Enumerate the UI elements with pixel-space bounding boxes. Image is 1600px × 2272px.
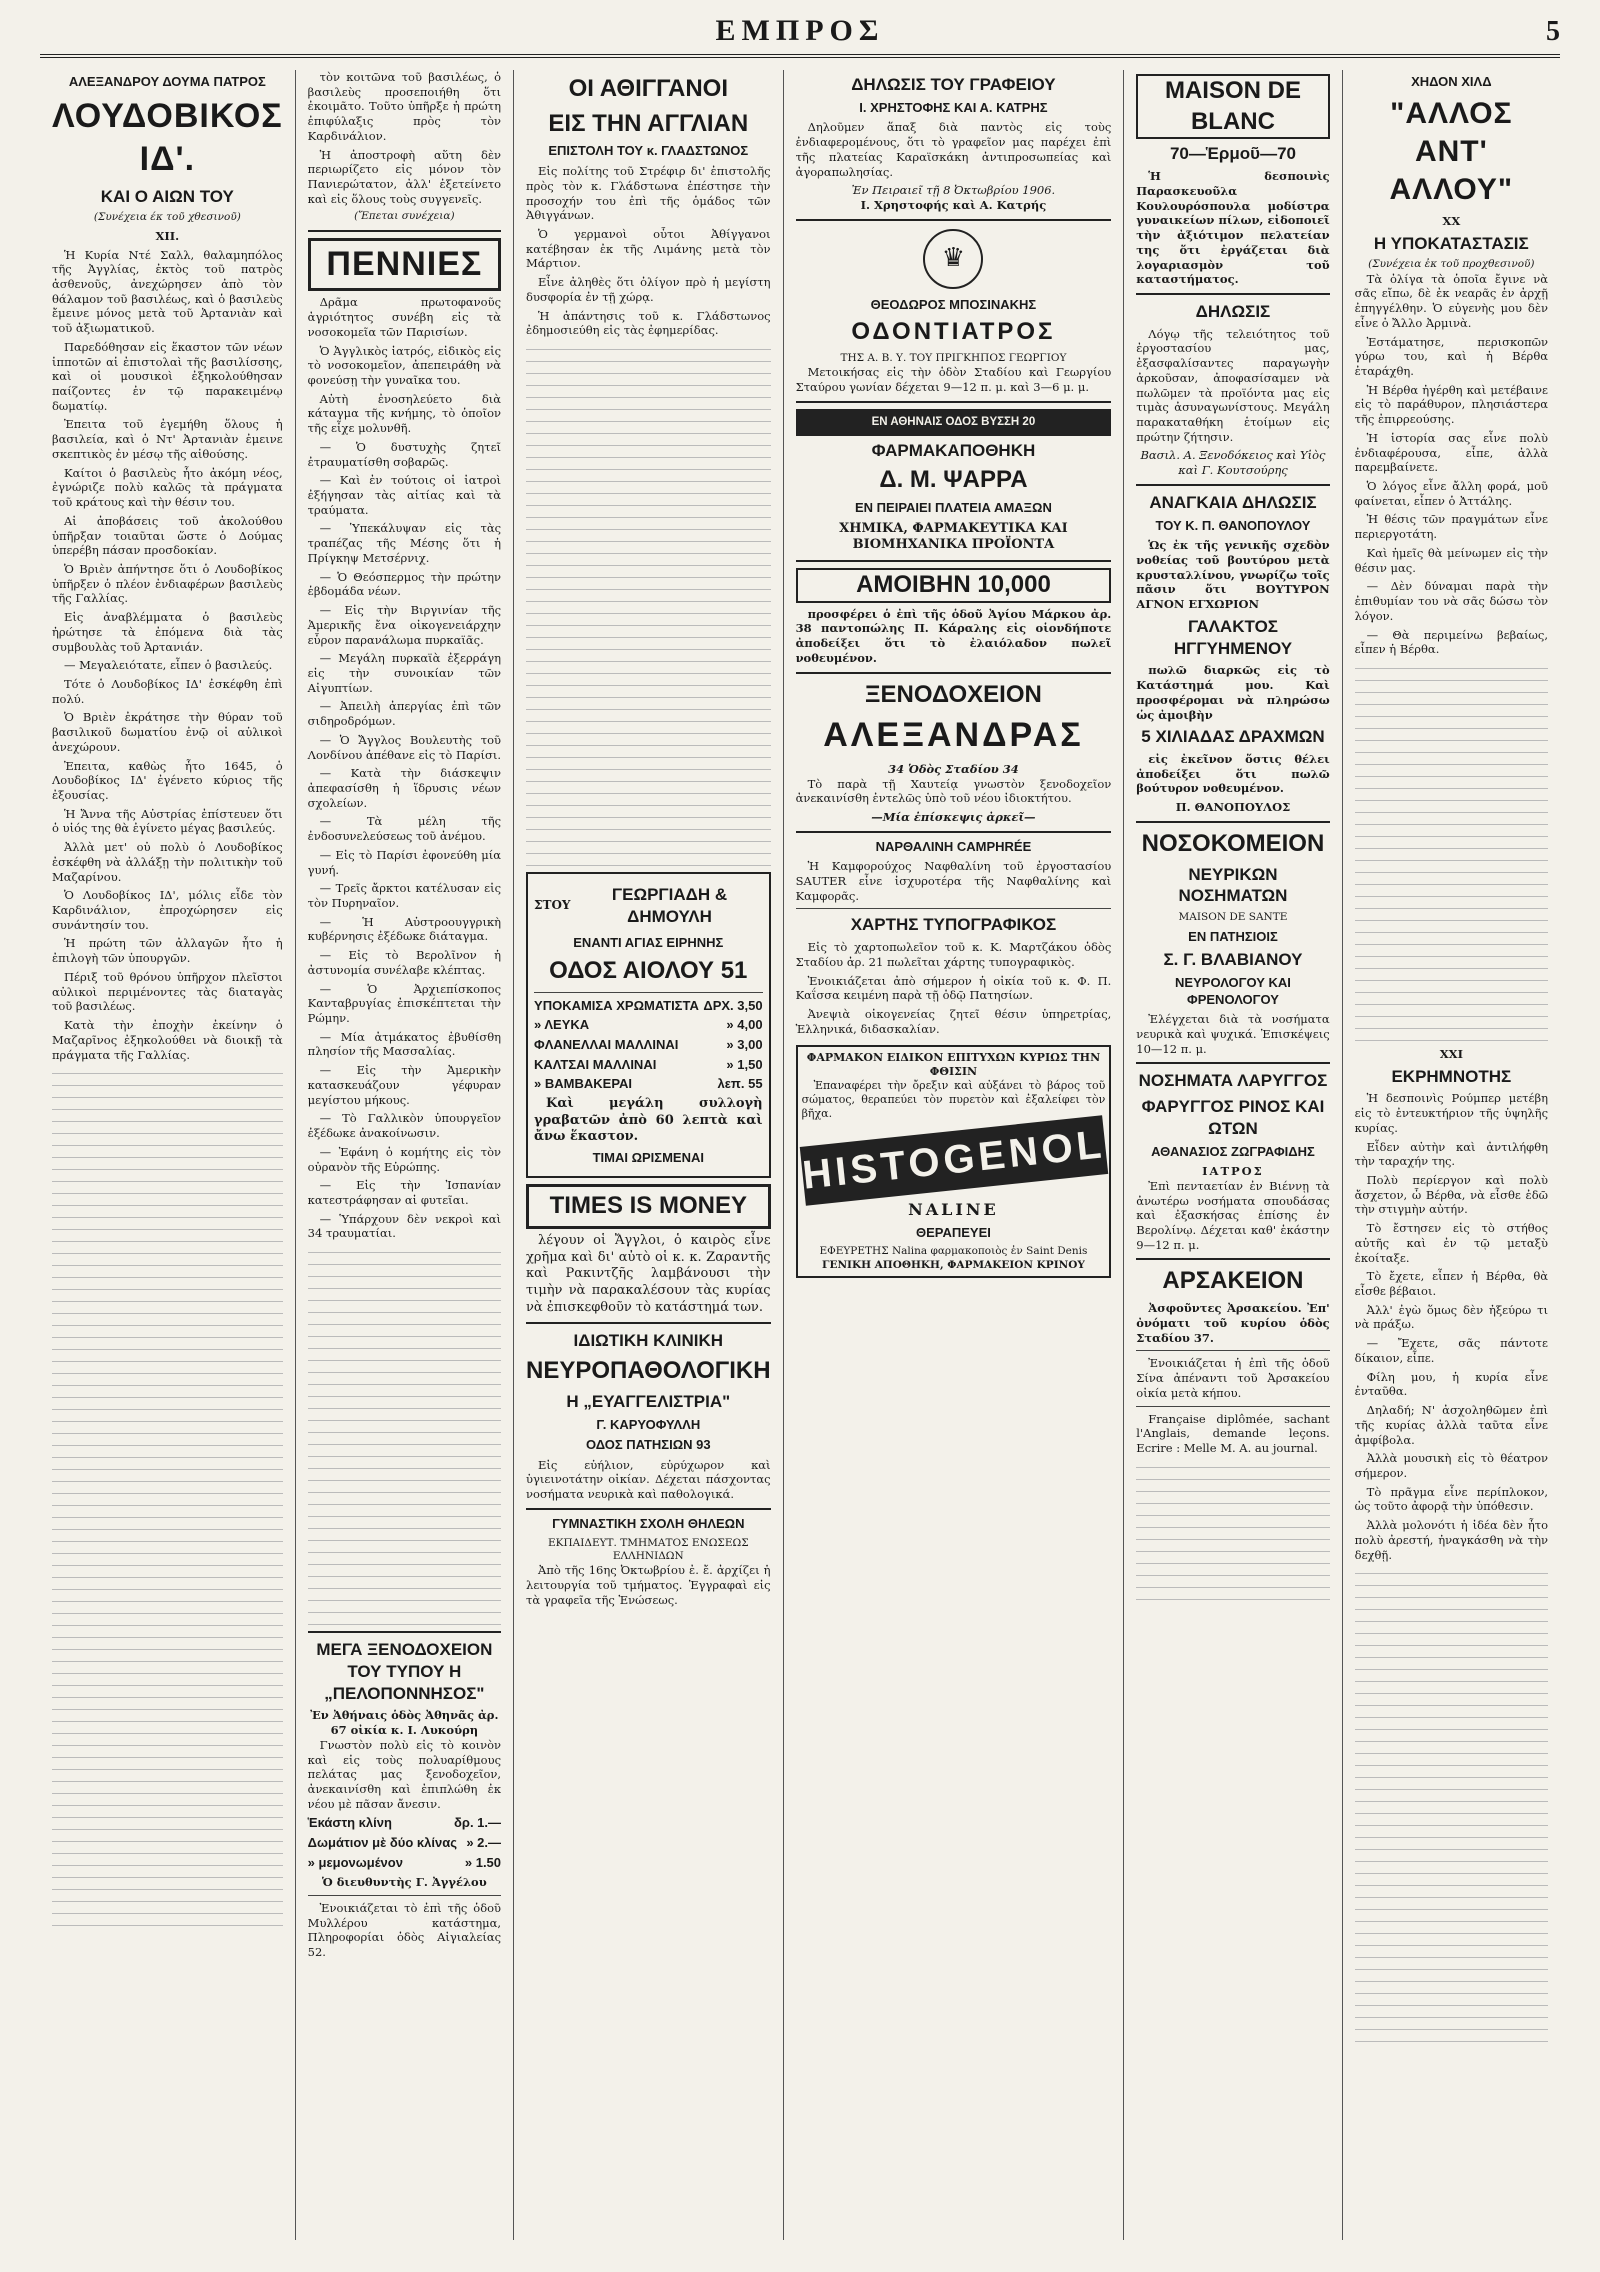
butter-notice-signature: Π. ΘΑΝΟΠΟΥΛΟΣ xyxy=(1175,800,1291,815)
dentist-subtitle: ΤΗΣ Α. Β. Υ. ΤΟΥ ΠΡΙΓΚΗΠΟΣ ΓΕΩΡΓΙΟΥ xyxy=(840,352,1067,365)
dentist-text: Μετοικήσας εἰς τὴν ὁδὸν Σταδίου καὶ Γεωργίου Σταύρου γωνίαν δέχεται 9—12 π. μ. καὶ 3—6 μ. μ. xyxy=(795,365,1112,395)
paragraph: Ὁ γερμανοὶ οὗτοι Ἀθίγγανοι κατέβησαν ἐκ τῆς Λιμάνης μετὰ τὸν Μάρτιον. xyxy=(526,226,771,271)
column-5 xyxy=(1124,70,1342,2240)
classified-ad: Ἐνοικιάζεται τὸ ἐπὶ τῆς ὁδοῦ Μυλλέρου κατάστημα, Πληροφορίαι ὁδὸς Αἰγιαλείας 52. xyxy=(307,1900,502,1960)
ent-doctor: ΑΘΑΝΑΣΙΟΣ ΖΩΓΡΑΦΙΔΗΣ xyxy=(1151,1143,1315,1159)
news-item: — Ἐφάνη ὁ κομήτης εἰς τὸν οὐρανὸν τῆς Εὐρώπης. xyxy=(307,1144,502,1174)
divider xyxy=(1136,821,1329,823)
butter-notice-title-2: ΓΑΛΑΚΤΟΣ ΗΓΓΥΗΜΕΝΟΥ xyxy=(1173,616,1293,658)
royal-crown-icon: ♛ xyxy=(923,229,983,289)
shop-address: 70—Ἑρμοῦ—70 xyxy=(1169,144,1296,164)
divider xyxy=(796,672,1112,674)
news-item: — Ὑπεκάλυψαν εἰς τὰς τραπέζας τῆς Μέσης ὅτι ἡ Πρίγκηψ Μετσέρνιχ. xyxy=(307,521,502,565)
paragraph: Αἱ ἀποβάσεις τοῦ ἀκολούθου ὑπῆρξαν τοιαῦται ὥστε ὁ Δούμας ὑπερέβη πάσαν προσδοκίαν. xyxy=(52,513,283,558)
clinic-address: ΟΔΟΣ ΠΑΤΗΣΙΩΝ 93 xyxy=(585,1437,711,1453)
paragraph: τὸν κοιτῶνα τοῦ βασιλέως, ὁ βασιλεὺς προσεποιήθη ὅτι ἐκοιμᾶτο. Τοῦτο ὑπῆρξε ἡ πρώτη ἐπιφύλαξις πρὸς τὸν Καρδινάλιον. xyxy=(307,70,502,143)
news-item: — Ἀπειλὴ ἀπεργίας ἐπὶ τῶν σιδηροδρόμων. xyxy=(307,699,502,729)
shop-text: Ἡ δεσποινὶς Παρασκευοῦλα Κουλουρόσπουλα μοδίστρα γυναικείων πίλων, εἰδοποιεῖ τὴν ἀξιότιμον πελατείαν της ὅτι ἐργάζεται διὰ λογαριασμὸν τοῦ καταστήματος. xyxy=(1136,169,1330,287)
paragraph: Δηλαδή; Ν' ἀσχοληθῶμεν ἐπὶ τῆς κυρίας ἀλλὰ ταῦτα εἶνε ἀμφίβολα. xyxy=(1354,1403,1549,1447)
hospital-subtitle: ΝΕΥΡΙΚΩΝ ΝΟΣΗΜΑΤΩΝ xyxy=(1178,864,1288,906)
hotel-text: Τὸ παρὰ τῇ Χαυτείᾳ γνωστὸν ξενοδοχεῖον ἀνεκαινίσθη ἐντελῶς ὑπὸ τοῦ νέου ἰδιοκτήτου. xyxy=(795,776,1112,806)
price-value: ΔΡΧ. 3,50 xyxy=(703,997,763,1013)
butter-notice-subtitle: ΤΟΥ Κ. Π. ΘΑΝΟΠΟΥΛΟΥ xyxy=(1155,517,1311,533)
hotel-ad-text: Γνωστὸν πολὺ εἰς τὸ κοινὸν καὶ εἰς τοὺς πολυαρίθμους πελάτας μας ξενοδοχεῖον, ἀνεκαινίσθη καὶ ἐπιπλώθη ἐκ νέου μὲ πᾶσαν ἄνεσιν. xyxy=(307,1737,502,1811)
clinic-text: Εἰς εὐήλιον, εὐρύχωρον καὶ ὑγιεινοτάτην οἰκίαν. Δέχεται πάσχοντας νοσήματα νευρικὰ καὶ παθολογικά. xyxy=(526,1457,771,1502)
times-money-text: λέγουν οἱ Ἄγγλοι, ὁ καιρὸς εἶνε χρῆμα καὶ δι' αὐτὸ οἱ κ. κ. Ζαραντῆς καὶ Ρακιντζῆς λαμβάνουσι τὴν τιμὴν νὰ παρακαλέσουν τὰς κυρίας νὰ ἐπισκεφθοῦν τὸ κατάστημά των. xyxy=(526,1233,771,1315)
pharmacy-subtitle: ΕΝ ΠΕΙΡΑΙΕΙ ΠΛΑΤΕΙΑ ΑΜΑΞΩΝ xyxy=(855,500,1052,516)
gym-school-text: Ἀπὸ τῆς 16ης Ὀκτωβρίου ἐ. ἔ. ἀρχίζει ἡ λειτουργία τοῦ τμήματος. Ἐγγραφαὶ εἰς τὰ γραφεῖα τῆς Ἑνώσεως. xyxy=(526,1563,771,1607)
pharmacy-top: ΕΝ ΑΘΗΝΑΙΣ ΟΔΟΣ ΒΥΣΣΗ 20 xyxy=(796,409,1112,436)
price-row xyxy=(534,1057,763,1074)
hotel-title: ΞΕΝΟΔΟΧΕΙΟΝ xyxy=(865,680,1042,708)
clothing-ad-address: ΟΔΟΣ ΑΙΟΛΟΥ 51 xyxy=(549,957,748,985)
paragraph: Καίτοι ὁ βασιλεὺς ἦτο ἀκόμη νέος, ἐγνώριζε πολὺ καλῶς τὰ πράγματα τοῦ κράτους καὶ τὴν θέσιν του. xyxy=(52,465,283,510)
paper-text: Εἰς τὸ χαρτοπωλεῖον τοῦ κ. Κ. Μαρτζάκου ὁδὸς Σταδίου ἀρ. 21 πωλεῖται χάρτης τυπογραφικὸς. xyxy=(795,940,1112,969)
paragraph: Ὁ λόγος εἶνε ἄλλη φορά, μοῦ φαίνεται, εἶπεν ὁ Ἀττάλης. xyxy=(1354,479,1549,508)
price-value: » 2.— xyxy=(466,1835,502,1851)
clinic-title-3: Η „ΕΥΑΓΓΕΛΙΣΤΡΙΑ" xyxy=(566,1391,731,1411)
pharmacy-name: Δ. Μ. ΨΑΡΡΑ xyxy=(879,466,1028,494)
paragraph: Τὸ ἔχετε, εἶπεν ἡ Βέρθα, θὰ εἶσθε βέβαιοι. xyxy=(1354,1269,1549,1299)
price-row xyxy=(308,1835,501,1852)
clothing-ad-prefix: ΣΤΟΥ xyxy=(534,898,571,913)
news-item: — Καὶ ἐν τούτοις οἱ ἰατροὶ ἐξήγησαν τὰς αἰτίας καὶ τὰ τραύματα. xyxy=(307,473,502,517)
paragraph: Τὰ ὀλίγα τὰ ὁποῖα ἔγινε νὰ σᾶς εἴπω, δὲ ἐκ νεαρᾶς ἐν ἀρχῇ ἐπηγγέλθην. Ὁ εὐγενὴς μου δὲν εἶνε ὁ Ἄλλο Ἀρμινὰ. xyxy=(1354,271,1549,330)
clothing-ad-header xyxy=(534,880,763,932)
article-subtitle: ΕΠΙΣΤΟΛΗ ΤΟΥ κ. ΓΛΑΔΣΤΩΝΟΣ xyxy=(548,143,749,159)
serial-title: ΛΟΥΔΟΒΙΚΟΣ ΙΔ'. xyxy=(52,96,283,179)
chapter-number: XXI xyxy=(1439,1046,1463,1061)
divider xyxy=(308,230,501,232)
pharmacy-products: ΧΗΜΙΚΑ, ΦΑΡΜΑΚΕΥΤΙΚΑ ΚΑΙ ΒΙΟΜΗΧΑΝΙΚΑ ΠΡΟΪΟΝΤΑ xyxy=(839,520,1068,553)
price-row xyxy=(308,1815,501,1832)
news-item: — Μία ἀτμάκατος ἐβυθίσθη πλησίον τῆς Μασσαλίας. xyxy=(307,1029,502,1059)
divider xyxy=(796,560,1112,562)
article-title: ΟΙ ΑΘΙΓΓΑΝΟΙ xyxy=(568,75,728,102)
clothing-ad-subtitle: ΕΝΑΝΤΙ ΑΓΙΑΣ ΕΙΡΗΝΗΣ xyxy=(573,935,724,951)
news-item: — Τὸ Γαλλικὸν ὑπουργεῖον ἐξέδωκε ἀνακοίνωσιν. xyxy=(307,1111,502,1141)
dentist-title: ΟΔΟΝΤΙΑΤΡΟΣ xyxy=(851,318,1056,346)
classified-ad: Française diplômée, sachant l'Anglais, demande leçons. Ecrire : Melle M. A. au journal. xyxy=(1136,1411,1330,1455)
paragraph: Ἀλλὰ μουσικὴ εἰς τὸ θέατρον σήμερον. xyxy=(1354,1451,1549,1480)
news-item: Ὁ Ἀγγλικὸς ἰατρός, εἰδικὸς εἰς τὸ νοσοκομεῖον, ἀπεπειράθη νὰ φονεύσῃ τὴν γυναῖκα του. xyxy=(307,343,502,388)
price-item: ΚΑΛΤΣΑΙ ΜΑΛΛΙΝΑΙ xyxy=(534,1056,657,1072)
price-value: » 3,00 xyxy=(726,1037,763,1053)
histogenol-ad xyxy=(796,1045,1112,1279)
text-filler xyxy=(308,1245,501,1625)
histogenol-agency: ΓΕΝΙΚΗ ΑΠΟΘΗΚΗ, ΦΑΡΜΑΚΕΙΟΝ ΚΡΙΝΟΥ xyxy=(821,1258,1085,1271)
paragraph: Ἡ ἱστορία σας εἶνε πολὺ ἐνδιαφέρουσα, εἶπε, ἀλλὰ παρεμβαίνετε. xyxy=(1354,430,1549,475)
paragraph: Ἐπειτα τοῦ ἐγεμήθη ὅλους ἡ βασιλεία, καὶ ὁ Ντ' Ἀρτανιὰν ἐμεινε σκεπτικὸς ἐν μέσῳ τῆς αἰθούσης. xyxy=(52,417,283,461)
news-item: — Τρεῖς ἄρκτοι κατέλυσαν εἰς τὸν Πυρηναῖον. xyxy=(307,881,502,911)
hospital-specialty: ΝΕΥΡΟΛΟΓΟΥ ΚΑΙ ΦΡΕΝΟΛΟΓΟΥ xyxy=(1175,974,1291,1007)
column-3 xyxy=(514,70,784,2240)
news-item: — Κατὰ τὴν διάσκεψιν ἀπεφασίσθη ἡ ἵδρυσις νέων σχολείων. xyxy=(307,766,502,810)
divider xyxy=(534,992,763,993)
divider xyxy=(796,219,1112,221)
paragraph: Παρεδόθησαν εἰς ἕκαστον τῶν νέων ἱπποτῶν αἱ ἐπιστολαὶ τῆς βασιλίσσης, καὶ οἱ μουσικοὶ ἐξηκολούθησαν παίζοντες ἐν τῷ παρακειμένῳ δωματίῳ. xyxy=(52,339,283,413)
price-item: » ΒΑΜΒΑΚΕΡΑΙ xyxy=(534,1076,633,1092)
paragraph: Ὁ Βριὲν ἐκράτησε τὴν θύραν τοῦ βασιλικοῦ δωματίου ἐνῷ οἱ αὐλικοὶ ἀνεχώρουν. xyxy=(52,710,283,754)
ent-text: Ἐπὶ πενταετίαν ἐν Βιέννῃ τὰ ἀνωτέρω νοσήματα σπουδάσας καὶ ἐξασκήσας ἐπίσης ἐν Βερολίνῳ. Δέχεται καθ' ἑκάστην 9—12 π. μ. xyxy=(1136,1178,1330,1252)
divider xyxy=(1136,484,1329,486)
clinic-title: ΙΔΙΩΤΙΚΗ ΚΛΙΝΙΚΗ xyxy=(573,1331,724,1351)
paragraph: Ἡ ἀποστροφὴ αὕτη δὲν περιωρίζετο εἰς μόνον τὸν Πανιερώτατον, ἀλλ' ἐξετείνετο καὶ εἰς ὅλους τοὺς συγγενεῖς. xyxy=(307,147,502,206)
paragraph: — Θὰ περιμείνω βεβαίως, εἶπεν ἡ Βέρθα. xyxy=(1354,627,1549,657)
chapter-number: XX xyxy=(1442,213,1461,228)
price-row xyxy=(534,998,763,1015)
news-item: Αὐτὴ ἐνοσηλεύετο διὰ κάταγμα τῆς κνήμης, τὸ ὁποῖον τῆς εἶχε μολυνθῆ. xyxy=(307,391,502,436)
news-item: — Εἰς τὴν Βιργινίαν τῆς Ἀμερικῆς ἔνα οἰκογενειάρχην εὗρον παρανάλωμα πυρκαϊᾶς. xyxy=(307,603,502,647)
divider xyxy=(1136,1062,1329,1064)
price-row xyxy=(534,1037,763,1054)
news-item: — Εἰς τὴν Ἰσπανίαν κατεστράφησαν αἱ φυτεῖαι. xyxy=(307,1178,502,1207)
declaration-signature: Βασιλ. Α. Ξενοδόκειος καὶ Υἱὸς καὶ Γ. Κουτσούρης xyxy=(1140,448,1326,478)
clothing-ad-title: ΓΕΩΡΓΙΑΔΗ & ΔΗΜΟΥΛΗ xyxy=(611,884,728,926)
naphthalene-title: ΝΑΡΘΑΛΙΝΗ CAMPHRÉE xyxy=(875,838,1032,854)
paragraph: Ἡ Βέρθα ἠγέρθη καὶ μετέβαινε εἰς τὸ παράθυρον, πλησιάστερα τῆς ἐπιρρεούσης. xyxy=(1354,382,1549,427)
hotel-ad-address: Ἐν Ἀθήναις ὁδὸς Ἀθηνᾶς ἀρ. 67 οἰκία κ. Ι. Λυκούρη xyxy=(310,1708,499,1738)
paragraph: Εἰς ἀναβλέμματα ὁ βασιλεὺς ἠρώτησε τὰ ἐπόμενα διὰ τὰς συμβουλὰς τοῦ Ἀρτανιάν. xyxy=(52,610,283,654)
paragraph: Ἀλλὰ μετ' οὐ πολὺ ὁ Λουδοβίκος ἐσκέφθη νὰ ἀλλάξῃ τὴν πολιτικὴν τοῦ Μαζαρίνου. xyxy=(52,840,283,884)
news-item: — Εἰς τὸ Παρίσι ἐφονεύθη μία γυνή. xyxy=(307,847,502,877)
divider xyxy=(1136,1406,1329,1407)
serial-title: "ΑΛΛΟΣ ΑΝΤ' ΑΛΛΟΥ" xyxy=(1389,96,1514,207)
paragraph: Τὸ πρᾶγμα εἶνε περίπλοκον, ὡς τοῦτο ἀφορᾷ τὴν ὑπόθεσιν. xyxy=(1354,1484,1549,1514)
paragraph: Ἡ θέσις τῶν πραγμάτων εἶνε περιεργοτάτη. xyxy=(1354,512,1549,542)
paragraph: Ἀλλὰ μολονότι ἡ ἰδέα δὲν ἦτο πολὺ ἀρεστή, ἠναγκάσθη νὰ τὴν δεχθῇ. xyxy=(1354,1518,1549,1562)
price-item: ΦΛΑΝΕΛΛΑΙ ΜΑΛΛΙΝΑΙ xyxy=(534,1037,679,1053)
histogenol-brand-2: NALINE xyxy=(908,1200,999,1220)
chapter-number: XII. xyxy=(155,228,180,243)
histogenol-therapy: ΘΕΡΑΠΕΥΕΙ xyxy=(915,1224,991,1240)
news-item: Δρᾶμα πρωτοφανοῦς ἀγριότητος συνέβη εἰς τὰ νοσοκομεῖα τῶν Παρισίων. xyxy=(307,295,502,339)
notice-signature: Ι. Χρηστοφής καὶ Α. Κατρής xyxy=(860,197,1047,212)
arsakeion-text: Ἀσφοῦντες Ἀρσακείου. Ἐπ' ὀνόματι τοῦ κυρίου ὁδὸς Σταδίου 37. xyxy=(1136,1301,1330,1345)
paragraph: Ὁ Βριὲν ἀπήντησε ὅτι ὁ Λουδοβίκος ὑπῆρξεν ὁ πλέον ἐνδιαφέρων βασιλεὺς τῆς Γαλλίας. xyxy=(52,561,283,606)
paragraph: Φίλη μου, ἡ κυρία εἶνε ἐνταῦθα. xyxy=(1354,1369,1549,1399)
paragraph: — Δὲν δύναμαι παρὰ τὴν ἐπιθυμίαν του νὰ σᾶς δώσω τὸν λόγον. xyxy=(1354,579,1549,623)
histogenol-brand: HISTOGENOL xyxy=(799,1115,1107,1206)
price-row xyxy=(534,1017,763,1034)
paragraph: Πέριξ τοῦ θρόνου ὑπῆρχον πλεῖστοι αὐλικοὶ περιμένοντες τὰς διαταγὰς τοῦ βασιλέως. xyxy=(52,969,283,1014)
price-value: » 4,00 xyxy=(726,1017,763,1033)
news-item: — Ὁ Ἄγγλος Βουλευτὴς τοῦ Λονδίνου ἀπέθανε εἰς τὸ Παρίσι. xyxy=(307,732,502,762)
classified-ad: Ἀνεψιὰ οἰκογενείας ζητεῖ θέσιν ὑπηρετρίας, Ἑλληνικά, διδασκαλίαν. xyxy=(795,1007,1112,1036)
column-2 xyxy=(296,70,514,2240)
price-item: » μεμονωμένον xyxy=(307,1854,403,1870)
price-value: » 1.50 xyxy=(464,1854,502,1870)
price-item: Ἑκάστη κλίνη xyxy=(307,1815,392,1831)
histogenol-ad-text: Ἐπαναφέρει τὴν ὄρεξιν καὶ αὐξάνει τὸ βάρος τοῦ σώματος, θεραπεύει τὸν πυρετὸν καὶ ἐξαλείφει τὸν βῆχα. xyxy=(801,1078,1106,1120)
paragraph: Ἐστάματησε, περισκοπῶν γύρω του, καὶ ἡ Βέρθα ἐταράχθη. xyxy=(1354,334,1549,379)
serial-continuation: (Συνέχεια ἐκ τοῦ προχθεσινοῦ) xyxy=(1368,258,1535,271)
butter-notice-title: ΑΝΑΓΚΑΙΑ ΔΗΛΩΣΙΣ xyxy=(1149,492,1317,512)
paragraph: Ἡ Κυρία Ντέ Σαλλ, θαλαμηπόλος τῆς Ἀγγλίας, ἐκτὸς τοῦ πατρὸς ἀσθενοῦς, ἀνεχώρησεν ἀπὸ τὸν θάλαμον τοῦ βασιλέως, καὶ ὁ βασιλεὺς ἔμεινε μόνος μετὰ τοῦ Ἀρτανιὰν καὶ τοῦ ἀξιωματικοῦ. xyxy=(52,247,283,336)
serial-subtitle: ΚΑΙ Ο ΑΙΩΝ ΤΟΥ xyxy=(100,186,234,206)
column-6 xyxy=(1343,70,1560,2240)
divider xyxy=(526,1322,771,1324)
paragraph: Εἶδεν αὐτὴν καὶ ἀντιλήφθη τὴν ταραχήν της. xyxy=(1354,1139,1549,1169)
reward-text: προσφέρει ὁ ἐπὶ τῆς ὁδοῦ Ἀγίου Μάρκου ἀρ. 38 παντοπώλης Π. Κάραλης εἰς οἱονδήποτε ἀποδείξει ὅτι τὸ ἐλαιόλαδον πωλεῖ νοθευμένον. xyxy=(795,606,1112,665)
continued-note: (Ἔπεται συνέχεια) xyxy=(354,210,455,223)
classified-ad: Ἐνοικιάζεται ἀπὸ σήμερον ἡ οἰκία τοῦ κ. Φ. Π. Καΐσσα κειμένη παρὰ τῇ ὁδῷ Πατησίων. xyxy=(795,973,1112,1003)
paragraph: Ὁ Λουδοβίκος ΙΔ', μόλις εἶδε τὸν Καρδινάλιον, ἐπροχώρησεν εἰς συνάντησίν του. xyxy=(52,888,283,932)
price-item: ΥΠΟΚΑΜΙΣΑ ΧΡΩΜΑΤΙΣΤΑ xyxy=(534,997,699,1013)
dentist-name: ΘΕΟΔΩΡΟΣ ΜΠΟΣΙΝΑΚΗΣ xyxy=(870,296,1037,312)
serial-continuation: (Συνέχεια έκ τοῦ χθεσινοῦ) xyxy=(93,211,241,224)
pharmacy-title: ΦΑΡΜΑΚΑΠΟΘΗΚΗ xyxy=(871,440,1036,460)
paragraph: Τὸ ἔστησεν εἰς τὸ στήθος αὐτῆς καὶ ἐν τῷ μεταξὺ ἐκοίταξε. xyxy=(1354,1221,1549,1265)
clothing-ad xyxy=(526,872,771,1178)
news-section-title: ΠΕΝΝΙΕΣ xyxy=(308,238,501,292)
arsakeion-title: ΑΡΣΑΚΕΙΟΝ xyxy=(1162,1267,1304,1295)
divider xyxy=(1136,293,1329,295)
histogenol-inventor: ΕΦΕΥΡΕΤΗΣ Nalina φαρμακοποιὸς ἐν Saint Denis xyxy=(819,1245,1088,1258)
divider xyxy=(1136,1258,1329,1260)
notice-subtitle: Ι. ΧΡΗΣΤΟΦΗΣ ΚΑΙ Α. ΚΑΤΡΗΣ xyxy=(859,99,1048,115)
newspaper-title: ΕΜΠΡΟΣ xyxy=(715,14,885,47)
reward-title: ΑΜΟΙΒΗΝ 10,000 xyxy=(796,568,1112,603)
paragraph: Ἀλλ' ἐγὼ ὅμως δὲν ἠξεύρω τι νὰ πράξω. xyxy=(1354,1302,1549,1332)
notice-title: ΔΗΛΩΣΙΣ ΤΟΥ ΓΡΑΦΕΙΟΥ xyxy=(851,75,1056,94)
paragraph: Τότε ὁ Λουδοβίκος ΙΔ' ἐσκέφθη ἐπὶ πολύ. xyxy=(52,676,283,706)
news-item: — Ἡ Αὐστροουγγρικὴ κυβέρνησις ἐξέδωκε διάταγμα. xyxy=(307,914,502,944)
clothing-ad-footer: ΤΙΜΑΙ ΩΡΙΣΜΕΝΑΙ xyxy=(592,1149,704,1165)
paragraph: Κατὰ τὴν ἐποχὴν ἐκείνην ὁ Μαζαρῖνος ἐξηκολούθει νὰ διοικῇ τὰ πράγματα τῆς Γαλλίας. xyxy=(52,1018,283,1062)
hotel-address: 34 Ὁδὸς Σταδίου 34 xyxy=(888,761,1019,776)
price-value: δρ. 1.— xyxy=(454,1815,502,1831)
divider xyxy=(526,1508,771,1510)
price-value: » 1,50 xyxy=(726,1056,763,1072)
divider xyxy=(796,908,1112,909)
hospital-location: ΕΝ ΠΑΤΗΣΙΟΙΣ xyxy=(1188,928,1278,944)
news-item: — Εἰς τὸ Βερολῖνον ἡ ἀστυνομία συνέλαβε κλέπτας. xyxy=(307,948,502,977)
serial-kicker: ΧΗΔΟΝ ΧΙΛΔ xyxy=(1411,74,1492,89)
divider xyxy=(308,1631,501,1633)
paragraph: Εἰς πολίτης τοῦ Στρέφιρ δι' ἐπιστολῆς πρὸς τὸν κ. Γλάδστωνα ἐπέστησε τὴν προσοχήν του ἐπὶ τῆς ὁμάδος τῶν Ἀθιγγάνων. xyxy=(526,164,771,223)
butter-notice-text-2: πωλῶ διαρκῶς εἰς τὸ Κατάστημά μου. Καὶ προσφέρομαι νὰ πληρώσω ὡς ἀμοιβὴν xyxy=(1136,663,1330,722)
hospital-subtitle-2: MAISON DE SANTE xyxy=(1178,911,1288,924)
paper-title: ΧΑΡΤΗΣ ΤΥΠΟΓΡΑΦΙΚΟΣ xyxy=(850,915,1057,935)
text-filler xyxy=(1136,1460,1329,1600)
hospital-doctor: Σ. Γ. ΒΛΑΒΙΑΝΟΥ xyxy=(1163,950,1303,970)
news-item: — Ὑπάρχουν δὲν νεκροὶ καὶ 34 τραυματίαι. xyxy=(307,1211,502,1241)
news-item: — Ὁ Θεόσπερμος τὴν πρώτην ἑβδομάδα νέων. xyxy=(307,569,502,599)
naphthalene-text: Ἡ Καμφορούχος Ναφθαλίνη τοῦ ἐργοστασίου SAUTER εἶνε ἰσχυροτέρα τῆς Ναφθαλίνης καὶ Καμφορᾶς. xyxy=(795,859,1112,903)
columns xyxy=(40,70,1560,2240)
news-item: — Τὰ μέλη τῆς ἐνδοσυνελεύσεως τοῦ ἀνέμου. xyxy=(307,814,502,844)
hotel-footer: —Μία ἐπίσκεψις ἀρκεῖ— xyxy=(871,809,1036,824)
butter-notice-reward: 5 ΧΙΛΙΑΔΑΣ ΔΡΑΧΜΩΝ xyxy=(1141,727,1325,747)
price-row xyxy=(534,1076,763,1093)
paragraph: Ἐπειτα, καθὼς ἦτο 1645, ὁ Λουδοβίκος ΙΔ' ἐγένετο κύριος τῆς ἐξουσίας. xyxy=(52,758,283,802)
ent-title: ΝΟΣΗΜΑΤΑ ΛΑΡΥΓΓΟΣ xyxy=(1138,1071,1328,1091)
hospital-text: Ἐλέγχεται διὰ τὰ νοσήματα νευρικὰ καὶ ψυχικά. Ἐπισκέψεις 10—12 π. μ. xyxy=(1136,1012,1330,1056)
price-value: λεπ. 55 xyxy=(717,1076,763,1092)
classified-ad: Ἐνοικιάζεται ἡ ἐπὶ τῆς ὁδοῦ Σίνα ἀπέναντι τοῦ Ἀρσακείου οἰκία μετὰ κήπου. xyxy=(1136,1356,1330,1400)
hotel-ad-title: ΜΕΓΑ ΞΕΝΟΔΟΧΕΙΟΝ ΤΟΥ ΤΥΠΟΥ Η „ΠΕΛΟΠΟΝΝΗΣΟΣ" xyxy=(316,1640,493,1703)
declaration-title: ΔΗΛΩΣΙΣ xyxy=(1195,301,1271,321)
article-title-2: ΕΙΣ ΤΗΝ ΑΓΓΛΙΑΝ xyxy=(548,109,749,137)
clinic-title-2: ΝΕΥΡΟΠΑΘΟΛΟΓΙΚΗ xyxy=(526,1357,771,1385)
paragraph: Καὶ ἡμεῖς θὰ μείνωμεν εἰς τὴν θέσιν μας. xyxy=(1354,545,1549,575)
text-filler xyxy=(526,342,771,866)
divider xyxy=(796,831,1112,833)
divider xyxy=(1136,1350,1329,1351)
paragraph: — Ἔχετε, σᾶς πάντοτε δίκαιον, εἶπε. xyxy=(1354,1336,1549,1365)
paragraph: Ἡ Ἄννα τῆς Αὐστρίας ἐπίστευεν ὅτι ὁ υἱός της θὰ ἐγίνετο μέγας βασιλεύς. xyxy=(52,806,283,836)
ent-role: ΙΑΤΡΟΣ xyxy=(1202,1164,1264,1179)
price-row xyxy=(308,1855,501,1872)
butter-notice-text: Ὡς ἐκ τῆς γενικῆς σχεδὸν νοθείας τοῦ βουτύρου μετὰ κρυσταλλίνου, γνωρίζω τοῖς πᾶσιν ὅτι ΒΟΥΤΥΡΟΝ ΑΓΝΟΝ ΕΓΧΩΡΙΟΝ xyxy=(1136,538,1330,612)
paragraph: — Μεγαλειότατε, εἶπεν ὁ βασιλεύς. xyxy=(64,658,273,673)
paragraph: Εἶνε ἀληθὲς ὅτι ὀλίγον πρὸ ἡ μεγίστη δυσφορία ἐν τῇ χώρᾳ. xyxy=(526,275,771,304)
chapter-title: ΕΚΡΗΜΝΟΤΗΣ xyxy=(1391,1066,1512,1086)
column-4 xyxy=(784,70,1125,2240)
serial-kicker: ΑΛΕΞΑΝΔΡΟΥ ΔΟΥΜΑ ΠΑΤΡΟΣ xyxy=(68,74,266,89)
ent-subtitle: ΦΑΡΥΓΓΟΣ ΡΙΝΟΣ ΚΑΙ ΩΤΩΝ xyxy=(1141,1097,1325,1138)
declaration-text: Λόγῳ τῆς τελειότητος τοῦ ἐργοστασίου μας, ἐξασφαλίσαντες παραγωγὴν ἀρκοῦσαν, ἀποφασίσαμεν νὰ πωλῶμεν τὰ προϊόντα μας εἰς τιμὰς ἀσυναγωνίστους. Μεγάλη παρακαταθήκη ἑτοίμων εἰς πρώτην ζήτησιν. xyxy=(1136,326,1330,444)
histogenol-ad-title: ΦΑΡΜΑΚΟΝ ΕΙΔΙΚΟΝ ΕΠΙΤΥΧΩΝ ΚΥΡΙΩΣ ΤΗΝ ΦΘΙΣΙΝ xyxy=(806,1050,1101,1078)
divider xyxy=(796,401,1112,403)
paragraph: Ἡ ἀπάντησις τοῦ κ. Γλάδστωνος ἐδημοσιεύθη εἰς τὰς ἐφημερίδας. xyxy=(526,308,771,338)
price-item: » ΛΕΥΚΑ xyxy=(534,1017,590,1033)
clinic-doctor: Γ. ΚΑΡΥΟΦΥΛΛΗ xyxy=(596,1416,701,1432)
price-item: Δωμάτιον μὲ δύο κλίνας xyxy=(307,1835,457,1851)
gym-school-subtitle: ΕΚΠΑΙΔΕΥΤ. ΤΜΗΜΑΤΟΣ ΕΝΩΣΕΩΣ ΕΛΛΗΝΙΔΩΝ xyxy=(547,1536,749,1562)
news-item: — Μεγάλη πυρκαϊὰ ἐξερράγη εἰς τὴν συνοικίαν τῶν Αἰγυπτίων. xyxy=(307,651,502,695)
column-1 xyxy=(40,70,296,2240)
times-money-title: TIMES IS MONEY xyxy=(526,1184,771,1229)
notice-date: Ἐν Πειραιεῖ τῇ 8 Ὀκτωβρίου 1906. xyxy=(851,183,1056,198)
hospital-title: ΝΟΣΟΚΟΜΕΙΟΝ xyxy=(1141,829,1325,857)
news-item: — Ὁ δυστυχὴς ζητεῖ ἐτραυματίσθη σοβαρῶς. xyxy=(307,439,502,469)
masthead xyxy=(40,14,1560,58)
hotel-ad-owner: Ὁ διευθυντὴς Γ. Ἀγγέλου xyxy=(322,1875,487,1890)
paragraph: Ἡ δεσποινὶς Ρούμπερ μετέβη εἰς τὸ ἐντευκτήριον τῆς ὑψηλῆς κυρίας. xyxy=(1354,1091,1549,1135)
shop-title: MAISON DE BLANC xyxy=(1136,74,1329,139)
hotel-name: ΑΛΕΞΑΝΔΡΑΣ xyxy=(823,716,1084,755)
news-item: — Εἰς τὴν Ἀμερικὴν κατασκευάζουν γέφυραν μεγίστου μήκους. xyxy=(307,1063,502,1107)
chapter-title: Η ΥΠΟΚΑΤΑΣΤΑΣΙΣ xyxy=(1373,233,1529,253)
paragraph: Δηλοῦμεν ἅπαξ διὰ παντὸς εἰς τοὺς ἐνδιαφερομένους, ὅτι τὸ γραφεῖον μας παρέχει ἐπὶ τῆς πλατείας Καραϊσκάκη ἀντιπροσωπείας καὶ ἀγοραπωλησίας. xyxy=(795,120,1112,179)
paragraph: Ἡ πρώτη τῶν ἀλλαγῶν ἦτο ἡ ἐπιλογὴ τῶν ὑπουργῶν. xyxy=(52,936,283,966)
divider xyxy=(308,1895,501,1896)
text-filler xyxy=(52,1066,283,1926)
clothing-ad-note: Καὶ μεγάλη συλλογὴ γραβατῶν ἀπὸ 60 λεπτὰ καὶ ἄνω ἕκαστον. xyxy=(534,1095,763,1145)
news-item: — Ὁ Ἀρχιεπίσκοπος Κανταβρυγίας ἐπισκέπτεται τὴν Ρώμην. xyxy=(307,981,502,1026)
text-filler xyxy=(1355,1566,1548,2042)
page-number: 5 xyxy=(1546,16,1560,47)
gym-school-title: ΓΥΜΝΑΣΤΙΚΗ ΣΧΟΛΗ ΘΗΛΕΩΝ xyxy=(552,1515,745,1531)
text-filler xyxy=(1355,661,1548,1041)
butter-notice-text-3: εἰς ἐκεῖνον ὅστις θέλει ἀποδείξει ὅτι πωλῶ βούτυρον νοθευμένον. xyxy=(1136,751,1330,796)
paragraph: Πολὺ περίεργον καὶ πολὺ ἄσχετον, ὦ Βέρθα, νὰ εἶσθε ἐδῶ τὴν στιγμὴν αὐτήν. xyxy=(1354,1173,1549,1217)
